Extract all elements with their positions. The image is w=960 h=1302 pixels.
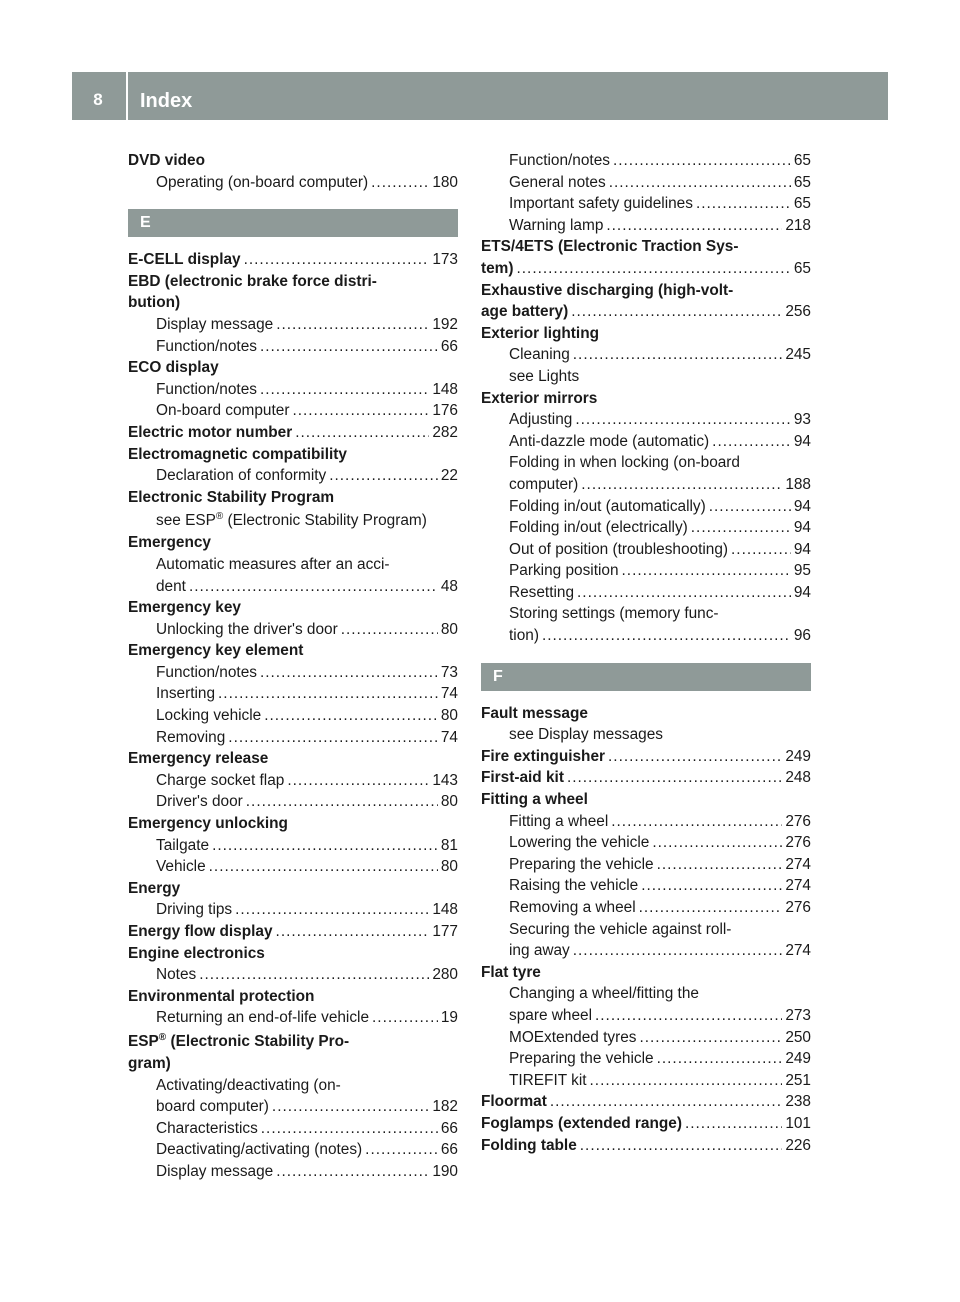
index-keyword: gram) [128, 1054, 171, 1072]
index-subentry: board computer) ..... 182 [128, 1096, 458, 1118]
index-keyword: Electronic Stability Program [128, 488, 335, 506]
index-subentry: Returning an end-of-life vehicle ..... 19 [128, 1007, 458, 1029]
index-keyword: Emergency [128, 534, 211, 552]
index-subentry: Removing ..... 74 [128, 727, 458, 749]
index-keyword: Foglamps (extended range) ..... 101 [481, 1113, 811, 1135]
index-keyword: Exhaustive discharging (high-volt- [481, 281, 734, 299]
index-subentry: spare wheel ..... 273 [481, 1005, 811, 1027]
index-subentry: Parking position ..... 95 [481, 560, 811, 582]
index-subentry: Function/notes ..... 148 [128, 379, 458, 401]
index-subentry: Display message ..... 192 [128, 314, 458, 336]
index-subentry: Driving tips ..... 148 [128, 899, 458, 921]
index-subentry: Raising the vehicle ..... 274 [481, 875, 811, 897]
index-subentry: Anti-dazzle mode (automatic) ..... 94 [481, 431, 811, 453]
index-keyword: Emergency key element [128, 642, 304, 660]
index-keyword: First-aid kit ..... 248 [481, 767, 811, 789]
index-subentry: Changing a wheel/fitting the [509, 985, 699, 1003]
index-subentry: ing away ..... 274 [481, 940, 811, 962]
index-keyword: Electromagnetic compatibility [128, 445, 347, 463]
index-column-left [128, 150, 458, 1183]
index-subentry: Preparing the vehicle ..... 274 [481, 854, 811, 876]
index-subentry: Vehicle ..... 80 [128, 856, 458, 878]
index-subentry: Important safety guidelines ..... 65 [481, 193, 811, 215]
index-keyword: ETS/4ETS (Electronic Traction Sys- [481, 238, 739, 256]
index-subentry: Charge socket flap ..... 143 [128, 770, 458, 792]
index-subentry: Function/notes ..... 73 [128, 662, 458, 684]
section-header-f: F [481, 663, 811, 691]
index-column-right [481, 150, 811, 1156]
index-subentry: Securing the vehicle against roll- [509, 920, 732, 938]
index-subentry: Activating/deactivating (on- [156, 1076, 341, 1094]
index-subentry: Removing a wheel ..... 276 [481, 897, 811, 919]
index-subentry: Storing settings (memory func- [509, 605, 719, 623]
index-keyword: Emergency key [128, 599, 241, 617]
index-subentry: Unlocking the driver's door ..... 80 [128, 619, 458, 641]
index-subentry: Preparing the vehicle ..... 249 [481, 1048, 811, 1070]
index-keyword: tem) ..... 65 [481, 258, 811, 280]
index-keyword: Energy flow display ..... 177 [128, 921, 458, 943]
index-subentry: dent ..... 48 [128, 576, 458, 598]
index-keyword: Energy [128, 879, 181, 897]
index-subentry: Cleaning ..... 245 [481, 344, 811, 366]
index-subentry: Tailgate ..... 81 [128, 835, 458, 857]
index-keyword: Fault message [481, 704, 588, 722]
index-keyword: Environmental protection [128, 987, 315, 1005]
index-subentry: Folding in when locking (on-board [509, 454, 740, 472]
index-subentry: Function/notes ..... 65 [481, 150, 811, 172]
index-keyword: Floormat ..... 238 [481, 1091, 811, 1113]
index-subentry: Adjusting ..... 93 [481, 409, 811, 431]
page-header [72, 72, 888, 120]
index-crossref: see ESP® (Electronic Stability Program) [156, 511, 427, 530]
index-keyword: Fire extinguisher ..... 249 [481, 746, 811, 768]
index-crossref: see Lights [509, 367, 580, 385]
index-subentry: Notes ..... 280 [128, 964, 458, 986]
index-subentry: Characteristics ..... 66 [128, 1118, 458, 1140]
index-subentry: Inserting ..... 74 [128, 683, 458, 705]
index-keyword: bution) [128, 294, 181, 312]
index-keyword: E-CELL display ..... 173 [128, 249, 458, 271]
index-keyword: ESP® (Electronic Stability Pro- [128, 1031, 350, 1050]
index-subentry: Automatic measures after an acci- [156, 555, 390, 573]
index-subentry: General notes ..... 65 [481, 172, 811, 194]
index-subentry: MOExtended tyres ..... 250 [481, 1027, 811, 1049]
index-keyword: Electric motor number ..... 282 [128, 422, 458, 444]
index-crossref: see Display messages [509, 726, 663, 744]
index-keyword: age battery) ..... 256 [481, 301, 811, 323]
index-subentry: Out of position (troubleshooting) ..... 94 [481, 539, 811, 561]
index-keyword: Folding table ..... 226 [481, 1135, 811, 1157]
index-keyword: Flat tyre [481, 963, 541, 981]
index-keyword: Emergency release [128, 750, 269, 768]
index-subentry: Function/notes ..... 66 [128, 336, 458, 358]
index-subentry: computer) ..... 188 [481, 474, 811, 496]
index-subentry: Lowering the vehicle ..... 276 [481, 832, 811, 854]
index-subentry: Warning lamp ..... 218 [481, 215, 811, 237]
index-subentry: Folding in/out (automatically) ..... 94 [481, 496, 811, 518]
index-keyword: EBD (electronic brake force distri- [128, 272, 377, 290]
index-subentry: Folding in/out (electrically) ..... 94 [481, 517, 811, 539]
index-keyword: ECO display [128, 359, 219, 377]
index-keyword: Exterior mirrors [481, 389, 598, 407]
header-divider [126, 72, 128, 120]
index-subentry: Resetting ..... 94 [481, 582, 811, 604]
index-keyword: DVD video [128, 152, 205, 169]
index-subentry: Operating (on-board computer) ..... 180 [128, 172, 458, 194]
index-keyword: Fitting a wheel [481, 791, 588, 809]
section-header-e: E [128, 209, 458, 237]
page-number: 8 [93, 90, 103, 109]
page-title: Index [140, 90, 193, 112]
index-keyword: Emergency unlocking [128, 815, 288, 833]
index-subentry: Locking vehicle ..... 80 [128, 705, 458, 727]
index-subentry: TIREFIT kit ..... 251 [481, 1070, 811, 1092]
index-subentry: Deactivating/activating (notes) ..... 66 [128, 1139, 458, 1161]
index-subentry: On-board computer ..... 176 [128, 400, 458, 422]
index-keyword: Exterior lighting [481, 324, 599, 342]
index-subentry: tion) ..... 96 [481, 625, 811, 647]
index-subentry: Display message ..... 190 [128, 1161, 458, 1183]
index-subentry: Driver's door ..... 80 [128, 791, 458, 813]
index-subentry: Fitting a wheel ..... 276 [481, 811, 811, 833]
index-keyword: Engine electronics [128, 944, 265, 962]
index-subentry: Declaration of conformity ..... 22 [128, 465, 458, 487]
